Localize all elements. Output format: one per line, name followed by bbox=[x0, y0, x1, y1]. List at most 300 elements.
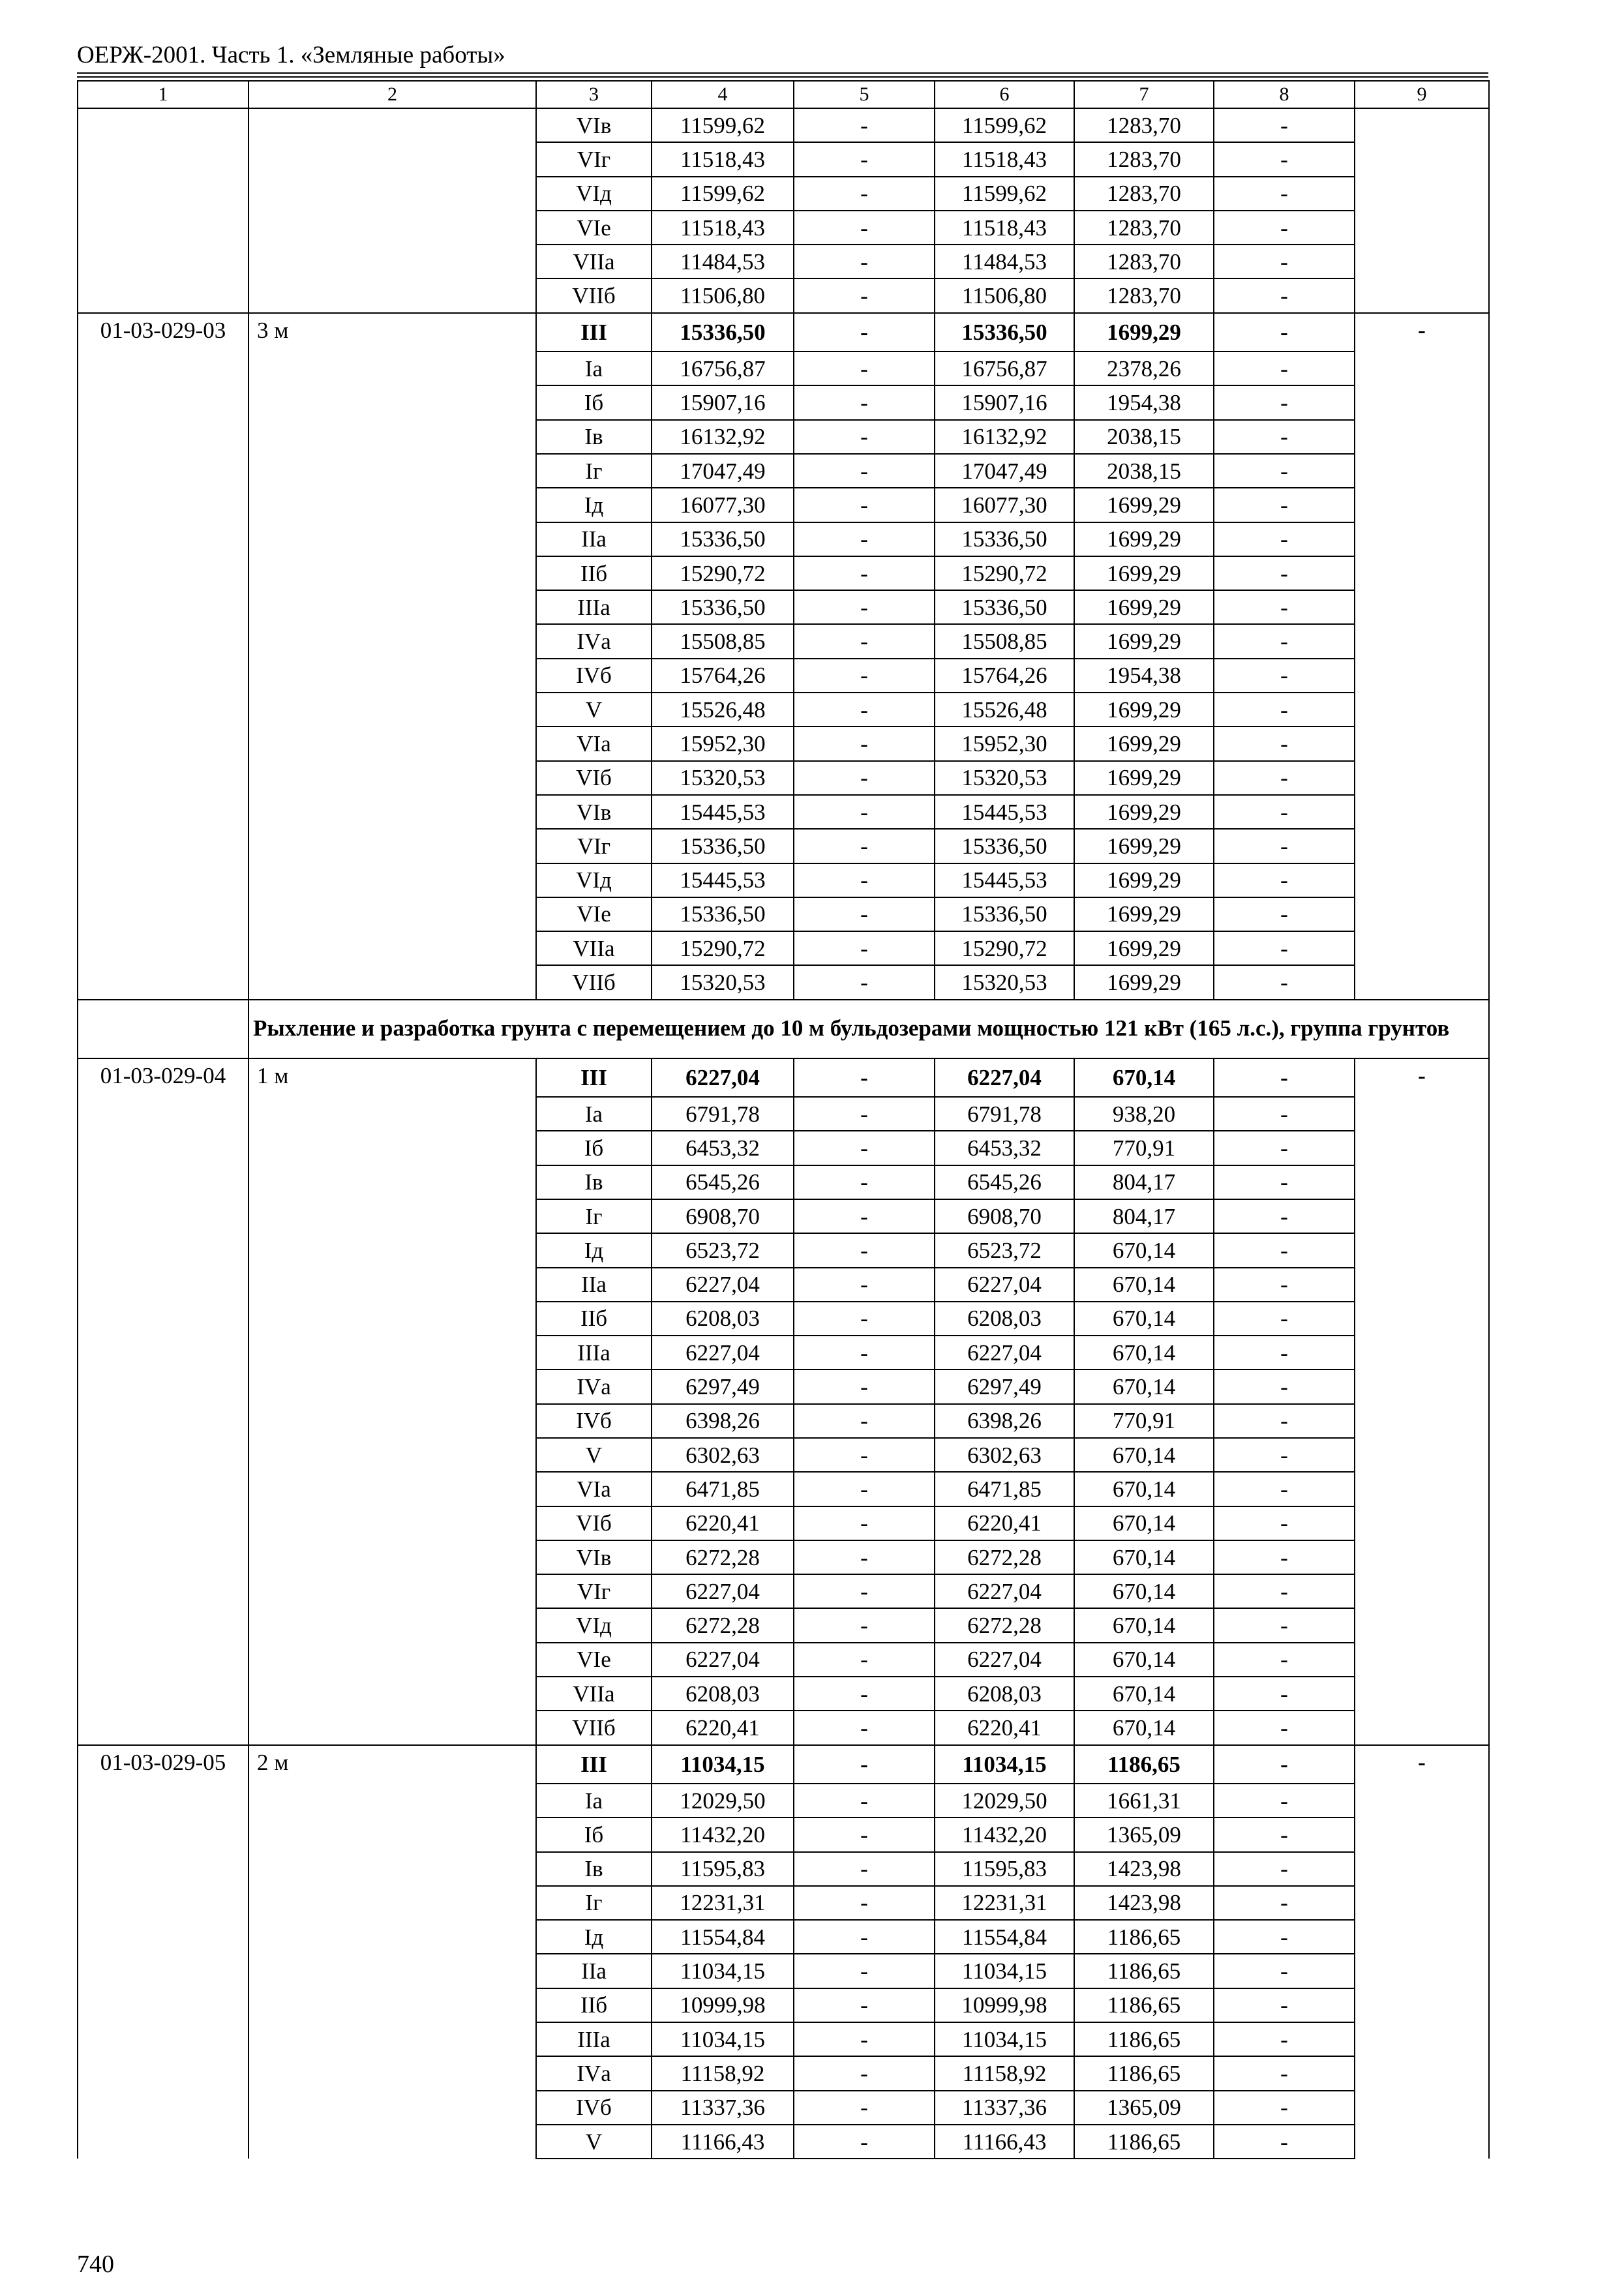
empty-cell bbox=[248, 1438, 536, 1472]
empty-cell bbox=[1355, 2056, 1489, 2090]
driver-wage-cell: 1699,29 bbox=[1074, 556, 1214, 590]
total-cost-cell: 6208,03 bbox=[652, 1677, 794, 1711]
table-row bbox=[78, 1097, 1489, 1131]
empty-cell bbox=[248, 522, 536, 556]
machine-cost-cell: 11337,36 bbox=[935, 2091, 1074, 2125]
empty-cell bbox=[78, 278, 248, 312]
empty-cell bbox=[248, 590, 536, 624]
total-cost-cell: 16077,30 bbox=[652, 488, 794, 522]
soil-group-cell: IVб bbox=[536, 659, 652, 693]
empty-cell bbox=[78, 1818, 248, 1851]
soil-group-cell: Iв bbox=[536, 1852, 652, 1886]
machine-cost-cell: 15764,26 bbox=[935, 659, 1074, 693]
wage-cell: - bbox=[794, 1404, 935, 1438]
total-cost-cell: 15320,53 bbox=[652, 965, 794, 999]
empty-cell bbox=[248, 1852, 536, 1886]
empty-cell bbox=[248, 1988, 536, 2022]
machine-cost-cell: 6227,04 bbox=[935, 1058, 1074, 1097]
table-row bbox=[78, 829, 1489, 863]
soil-group-cell: VIа bbox=[536, 1472, 652, 1506]
empty-cell bbox=[1355, 1199, 1489, 1233]
column-number: 9 bbox=[1355, 81, 1489, 108]
driver-wage-cell: 1365,09 bbox=[1074, 1818, 1214, 1851]
soil-group-cell: IIIа bbox=[536, 1336, 652, 1369]
soil-group-cell: VIIа bbox=[536, 1677, 652, 1711]
driver-wage-cell: 1365,09 bbox=[1074, 2091, 1214, 2125]
machine-cost-cell: 6791,78 bbox=[935, 1097, 1074, 1131]
driver-wage-cell: 670,14 bbox=[1074, 1369, 1214, 1403]
column-number: 4 bbox=[652, 81, 794, 108]
soil-group-cell: Iд bbox=[536, 1920, 652, 1954]
wage-cell: - bbox=[794, 829, 935, 863]
machine-cost-cell: 10999,98 bbox=[935, 1988, 1074, 2022]
rate-code-cell: 01-03-029-05 bbox=[78, 1745, 248, 1784]
machine-cost-cell: 11595,83 bbox=[935, 1852, 1074, 1886]
total-cost-cell: 6791,78 bbox=[652, 1097, 794, 1131]
table-row bbox=[78, 1540, 1489, 1574]
empty-cell bbox=[78, 108, 248, 142]
soil-group-cell: Iа bbox=[536, 352, 652, 385]
empty-cell bbox=[78, 352, 248, 385]
empty-cell bbox=[78, 1608, 248, 1642]
wage-cell: - bbox=[794, 2056, 935, 2090]
empty-cell bbox=[1355, 761, 1489, 795]
driver-wage-cell: 670,14 bbox=[1074, 1506, 1214, 1540]
total-cost-cell: 11518,43 bbox=[652, 211, 794, 245]
materials-cell: - bbox=[1214, 1711, 1355, 1744]
machine-cost-cell: 11599,62 bbox=[935, 177, 1074, 211]
table-row bbox=[78, 278, 1489, 312]
empty-cell bbox=[248, 761, 536, 795]
wage-cell: - bbox=[794, 965, 935, 999]
materials-cell: - bbox=[1214, 556, 1355, 590]
materials-cell: - bbox=[1214, 624, 1355, 658]
soil-group-cell: V bbox=[536, 2125, 652, 2159]
driver-wage-cell: 770,91 bbox=[1074, 1131, 1214, 1165]
wage-cell: - bbox=[794, 659, 935, 693]
driver-wage-cell: 670,14 bbox=[1074, 1268, 1214, 1302]
driver-wage-cell: 1186,65 bbox=[1074, 2022, 1214, 2056]
wage-cell: - bbox=[794, 420, 935, 454]
wage-cell: - bbox=[794, 1852, 935, 1886]
column-number: 6 bbox=[935, 81, 1074, 108]
total-cost-cell: 15336,50 bbox=[652, 829, 794, 863]
soil-group-cell: IIIа bbox=[536, 590, 652, 624]
empty-cell bbox=[1355, 897, 1489, 931]
empty-cell bbox=[78, 1886, 248, 1920]
driver-wage-cell: 670,14 bbox=[1074, 1574, 1214, 1608]
empty-cell bbox=[1355, 1131, 1489, 1165]
wage-cell: - bbox=[794, 1643, 935, 1677]
empty-cell bbox=[248, 2125, 536, 2159]
materials-cell: - bbox=[1214, 385, 1355, 419]
column-number: 7 bbox=[1074, 81, 1214, 108]
soil-group-cell: VIIб bbox=[536, 1711, 652, 1744]
soil-group-cell: VIв bbox=[536, 1540, 652, 1574]
materials-cell: - bbox=[1214, 2056, 1355, 2090]
total-cost-cell: 10999,98 bbox=[652, 1988, 794, 2022]
driver-wage-cell: 1699,29 bbox=[1074, 931, 1214, 965]
total-cost-cell: 6545,26 bbox=[652, 1165, 794, 1199]
materials-cell: - bbox=[1214, 1058, 1355, 1097]
soil-group-cell: V bbox=[536, 693, 652, 726]
soil-group-cell: IIб bbox=[536, 1988, 652, 2022]
soil-group-cell: IVа bbox=[536, 2056, 652, 2090]
driver-wage-cell: 2038,15 bbox=[1074, 454, 1214, 488]
total-cost-cell: 6272,28 bbox=[652, 1540, 794, 1574]
driver-wage-cell: 670,14 bbox=[1074, 1336, 1214, 1369]
wage-cell: - bbox=[794, 1472, 935, 1506]
soil-group-cell: Iв bbox=[536, 420, 652, 454]
machine-cost-cell: 16132,92 bbox=[935, 420, 1074, 454]
table-row bbox=[78, 385, 1489, 419]
materials-cell: - bbox=[1214, 1472, 1355, 1506]
wage-cell: - bbox=[794, 1784, 935, 1818]
extra-column-cell: - bbox=[1355, 313, 1489, 352]
driver-wage-cell: 1699,29 bbox=[1074, 313, 1214, 352]
soil-group-cell: VIIа bbox=[536, 245, 652, 278]
empty-cell bbox=[78, 142, 248, 176]
machine-cost-cell: 11554,84 bbox=[935, 1920, 1074, 1954]
machine-cost-cell: 6908,70 bbox=[935, 1199, 1074, 1233]
table-row bbox=[78, 965, 1489, 999]
empty-cell bbox=[1355, 352, 1489, 385]
machine-cost-cell: 6227,04 bbox=[935, 1268, 1074, 1302]
wage-cell: - bbox=[794, 1745, 935, 1784]
wage-cell: - bbox=[794, 211, 935, 245]
empty-cell bbox=[1355, 108, 1489, 142]
wage-cell: - bbox=[794, 1268, 935, 1302]
table-row bbox=[78, 931, 1489, 965]
empty-cell bbox=[248, 2022, 536, 2056]
wage-cell: - bbox=[794, 2091, 935, 2125]
empty-cell bbox=[248, 2056, 536, 2090]
driver-wage-cell: 2038,15 bbox=[1074, 420, 1214, 454]
empty-cell bbox=[1355, 245, 1489, 278]
total-cost-cell: 15526,48 bbox=[652, 693, 794, 726]
driver-wage-cell: 1423,98 bbox=[1074, 1886, 1214, 1920]
total-cost-cell: 11158,92 bbox=[652, 2056, 794, 2090]
materials-cell: - bbox=[1214, 177, 1355, 211]
empty-cell bbox=[78, 1988, 248, 2022]
rate-code-cell: 01-03-029-04 bbox=[78, 1058, 248, 1097]
soil-group-cell: IVа bbox=[536, 1369, 652, 1403]
empty-cell bbox=[248, 931, 536, 965]
empty-cell bbox=[78, 1165, 248, 1199]
wage-cell: - bbox=[794, 556, 935, 590]
materials-cell: - bbox=[1214, 863, 1355, 897]
table-row bbox=[78, 1268, 1489, 1302]
empty-cell bbox=[78, 1131, 248, 1165]
table-row bbox=[78, 2091, 1489, 2125]
empty-cell bbox=[78, 1404, 248, 1438]
wage-cell: - bbox=[794, 1574, 935, 1608]
total-cost-cell: 11432,20 bbox=[652, 1818, 794, 1851]
empty-cell bbox=[78, 211, 248, 245]
total-cost-cell: 15445,53 bbox=[652, 795, 794, 829]
materials-cell: - bbox=[1214, 1438, 1355, 1472]
total-cost-cell: 11554,84 bbox=[652, 1920, 794, 1954]
driver-wage-cell: 1661,31 bbox=[1074, 1784, 1214, 1818]
total-cost-cell: 15907,16 bbox=[652, 385, 794, 419]
empty-cell bbox=[78, 829, 248, 863]
empty-cell bbox=[78, 1369, 248, 1403]
soil-group-cell: VIв bbox=[536, 108, 652, 142]
machine-cost-cell: 11484,53 bbox=[935, 245, 1074, 278]
empty-cell bbox=[78, 1677, 248, 1711]
empty-cell bbox=[1355, 1608, 1489, 1642]
materials-cell: - bbox=[1214, 1233, 1355, 1267]
soil-group-cell: VIe bbox=[536, 211, 652, 245]
soil-group-cell: IIб bbox=[536, 1302, 652, 1336]
wage-cell: - bbox=[794, 1058, 935, 1097]
driver-wage-cell: 1423,98 bbox=[1074, 1852, 1214, 1886]
driver-wage-cell: 670,14 bbox=[1074, 1643, 1214, 1677]
table-row bbox=[78, 142, 1489, 176]
materials-cell: - bbox=[1214, 1506, 1355, 1540]
machine-cost-cell: 6220,41 bbox=[935, 1711, 1074, 1744]
driver-wage-cell: 670,14 bbox=[1074, 1608, 1214, 1642]
wage-cell: - bbox=[794, 1131, 935, 1165]
table-row bbox=[78, 1988, 1489, 2022]
soil-group-cell: VIe bbox=[536, 897, 652, 931]
empty-cell bbox=[78, 522, 248, 556]
machine-cost-cell: 11034,15 bbox=[935, 2022, 1074, 2056]
machine-cost-cell: 6272,28 bbox=[935, 1608, 1074, 1642]
empty-cell bbox=[1355, 1643, 1489, 1677]
empty-cell bbox=[78, 761, 248, 795]
materials-cell: - bbox=[1214, 897, 1355, 931]
table-row bbox=[78, 2056, 1489, 2090]
empty-cell bbox=[1355, 1677, 1489, 1711]
total-cost-cell: 16756,87 bbox=[652, 352, 794, 385]
materials-cell: - bbox=[1214, 142, 1355, 176]
empty-cell bbox=[78, 488, 248, 522]
machine-cost-cell: 6453,32 bbox=[935, 1131, 1074, 1165]
table-row bbox=[78, 1608, 1489, 1642]
table-row bbox=[78, 1199, 1489, 1233]
driver-wage-cell: 1699,29 bbox=[1074, 693, 1214, 726]
materials-cell: - bbox=[1214, 1404, 1355, 1438]
soil-group-cell: IIа bbox=[536, 1268, 652, 1302]
wage-cell: - bbox=[794, 931, 935, 965]
table-row bbox=[78, 245, 1489, 278]
total-cost-cell: 15508,85 bbox=[652, 624, 794, 658]
wage-cell: - bbox=[794, 2022, 935, 2056]
materials-cell: - bbox=[1214, 1369, 1355, 1403]
extra-column-cell: - bbox=[1355, 1058, 1489, 1097]
table-row bbox=[78, 1818, 1489, 1851]
table-row bbox=[78, 488, 1489, 522]
table-row bbox=[78, 1131, 1489, 1165]
machine-cost-cell: 15526,48 bbox=[935, 693, 1074, 726]
total-cost-cell: 6227,04 bbox=[652, 1336, 794, 1369]
machine-cost-cell: 11034,15 bbox=[935, 1745, 1074, 1784]
total-cost-cell: 15336,50 bbox=[652, 522, 794, 556]
column-number: 1 bbox=[78, 81, 248, 108]
column-number: 8 bbox=[1214, 81, 1355, 108]
driver-wage-cell: 938,20 bbox=[1074, 1097, 1214, 1131]
empty-cell bbox=[78, 2125, 248, 2159]
driver-wage-cell: 1699,29 bbox=[1074, 829, 1214, 863]
empty-cell bbox=[78, 2091, 248, 2125]
table-row bbox=[78, 1165, 1489, 1199]
machine-cost-cell: 6302,63 bbox=[935, 1438, 1074, 1472]
driver-wage-cell: 1283,70 bbox=[1074, 108, 1214, 142]
soil-group-cell: VIд bbox=[536, 1608, 652, 1642]
driver-wage-cell: 1283,70 bbox=[1074, 278, 1214, 312]
empty-cell bbox=[248, 795, 536, 829]
empty-cell bbox=[248, 1336, 536, 1369]
materials-cell: - bbox=[1214, 1745, 1355, 1784]
total-cost-cell: 6453,32 bbox=[652, 1131, 794, 1165]
driver-wage-cell: 670,14 bbox=[1074, 1233, 1214, 1267]
extra-column-cell: - bbox=[1355, 1745, 1489, 1784]
wage-cell: - bbox=[794, 1920, 935, 1954]
table-row bbox=[78, 624, 1489, 658]
empty-cell bbox=[78, 1852, 248, 1886]
empty-cell bbox=[78, 863, 248, 897]
table-row bbox=[78, 1233, 1489, 1267]
machine-cost-cell: 11599,62 bbox=[935, 108, 1074, 142]
empty-cell bbox=[78, 1268, 248, 1302]
empty-cell bbox=[248, 863, 536, 897]
soil-group-cell: IIа bbox=[536, 522, 652, 556]
machine-cost-cell: 11518,43 bbox=[935, 211, 1074, 245]
materials-cell: - bbox=[1214, 1302, 1355, 1336]
wage-cell: - bbox=[794, 1954, 935, 1988]
soil-group-cell: Iг bbox=[536, 1199, 652, 1233]
total-cost-cell: 6297,49 bbox=[652, 1369, 794, 1403]
empty-cell bbox=[78, 659, 248, 693]
empty-cell bbox=[248, 454, 536, 488]
table-row bbox=[78, 2125, 1489, 2159]
empty-cell bbox=[248, 556, 536, 590]
driver-wage-cell: 1283,70 bbox=[1074, 245, 1214, 278]
wage-cell: - bbox=[794, 1438, 935, 1472]
empty-cell bbox=[1355, 1165, 1489, 1199]
empty-cell bbox=[248, 1506, 536, 1540]
materials-cell: - bbox=[1214, 693, 1355, 726]
wage-cell: - bbox=[794, 1608, 935, 1642]
driver-wage-cell: 1699,29 bbox=[1074, 522, 1214, 556]
total-cost-cell: 11506,80 bbox=[652, 278, 794, 312]
driver-wage-cell: 1699,29 bbox=[1074, 965, 1214, 999]
materials-cell: - bbox=[1214, 1165, 1355, 1199]
soil-group-cell: Iд bbox=[536, 488, 652, 522]
total-cost-cell: 6398,26 bbox=[652, 1404, 794, 1438]
machine-cost-cell: 11158,92 bbox=[935, 2056, 1074, 2090]
page-header-title: ОЕРЖ-2001. Часть 1. «Земляные работы» bbox=[77, 42, 505, 68]
driver-wage-cell: 1186,65 bbox=[1074, 2056, 1214, 2090]
driver-wage-cell: 1186,65 bbox=[1074, 1920, 1214, 1954]
soil-group-cell: IVб bbox=[536, 2091, 652, 2125]
empty-cell bbox=[248, 1574, 536, 1608]
driver-wage-cell: 670,14 bbox=[1074, 1472, 1214, 1506]
machine-cost-cell: 15952,30 bbox=[935, 726, 1074, 760]
total-cost-cell: 11595,83 bbox=[652, 1852, 794, 1886]
table-row bbox=[78, 522, 1489, 556]
total-cost-cell: 11599,62 bbox=[652, 108, 794, 142]
empty-cell bbox=[248, 245, 536, 278]
table-row bbox=[78, 1886, 1489, 1920]
wage-cell: - bbox=[794, 693, 935, 726]
wage-cell: - bbox=[794, 278, 935, 312]
wage-cell: - bbox=[794, 761, 935, 795]
soil-group-cell: VIд bbox=[536, 863, 652, 897]
empty-cell bbox=[248, 1920, 536, 1954]
empty-cell bbox=[248, 352, 536, 385]
soil-group-cell: Iб bbox=[536, 1131, 652, 1165]
driver-wage-cell: 1699,29 bbox=[1074, 488, 1214, 522]
soil-group-cell: VIг bbox=[536, 1574, 652, 1608]
table-row bbox=[78, 726, 1489, 760]
table-row bbox=[78, 1574, 1489, 1608]
machine-cost-cell: 6208,03 bbox=[935, 1302, 1074, 1336]
materials-cell: - bbox=[1214, 2022, 1355, 2056]
driver-wage-cell: 670,14 bbox=[1074, 1711, 1214, 1744]
empty-cell bbox=[248, 488, 536, 522]
empty-cell bbox=[248, 420, 536, 454]
materials-cell: - bbox=[1214, 2091, 1355, 2125]
empty-cell bbox=[1355, 1886, 1489, 1920]
machine-cost-cell: 6398,26 bbox=[935, 1404, 1074, 1438]
driver-wage-cell: 1954,38 bbox=[1074, 659, 1214, 693]
wage-cell: - bbox=[794, 795, 935, 829]
wage-cell: - bbox=[794, 726, 935, 760]
materials-cell: - bbox=[1214, 1268, 1355, 1302]
empty-cell bbox=[1355, 1097, 1489, 1131]
materials-cell: - bbox=[1214, 829, 1355, 863]
driver-wage-cell: 2378,26 bbox=[1074, 352, 1214, 385]
empty-cell bbox=[248, 2091, 536, 2125]
empty-cell bbox=[1355, 965, 1489, 999]
empty-cell bbox=[78, 1574, 248, 1608]
soil-group-cell: Iб bbox=[536, 385, 652, 419]
wage-cell: - bbox=[794, 1711, 935, 1744]
section-title: Рыхление и разработка грунта с перемещением до 10 м бульдозерами мощностью 121 кВт (165 л.с.), группа грунтов bbox=[248, 1000, 1489, 1058]
wage-cell: - bbox=[794, 1818, 935, 1851]
total-cost-cell: 11166,43 bbox=[652, 2125, 794, 2159]
empty-cell bbox=[78, 245, 248, 278]
materials-cell: - bbox=[1214, 659, 1355, 693]
wage-cell: - bbox=[794, 590, 935, 624]
table-row bbox=[78, 1404, 1489, 1438]
empty-cell bbox=[1355, 659, 1489, 693]
driver-wage-cell: 804,17 bbox=[1074, 1165, 1214, 1199]
materials-cell: - bbox=[1214, 590, 1355, 624]
empty-cell bbox=[248, 1784, 536, 1818]
wage-cell: - bbox=[794, 177, 935, 211]
table-row bbox=[78, 897, 1489, 931]
empty-cell bbox=[78, 1336, 248, 1369]
empty-cell bbox=[1355, 624, 1489, 658]
machine-cost-cell: 6523,72 bbox=[935, 1233, 1074, 1267]
materials-cell: - bbox=[1214, 931, 1355, 965]
total-cost-cell: 11337,36 bbox=[652, 2091, 794, 2125]
empty-cell bbox=[248, 624, 536, 658]
soil-group-cell: VIe bbox=[536, 1643, 652, 1677]
total-cost-cell: 11034,15 bbox=[652, 1745, 794, 1784]
wage-cell: - bbox=[794, 454, 935, 488]
machine-cost-cell: 15320,53 bbox=[935, 761, 1074, 795]
wage-cell: - bbox=[794, 1165, 935, 1199]
empty-cell bbox=[78, 693, 248, 726]
materials-cell: - bbox=[1214, 1954, 1355, 1988]
materials-cell: - bbox=[1214, 1920, 1355, 1954]
wage-cell: - bbox=[794, 1506, 935, 1540]
driver-wage-cell: 1186,65 bbox=[1074, 1954, 1214, 1988]
